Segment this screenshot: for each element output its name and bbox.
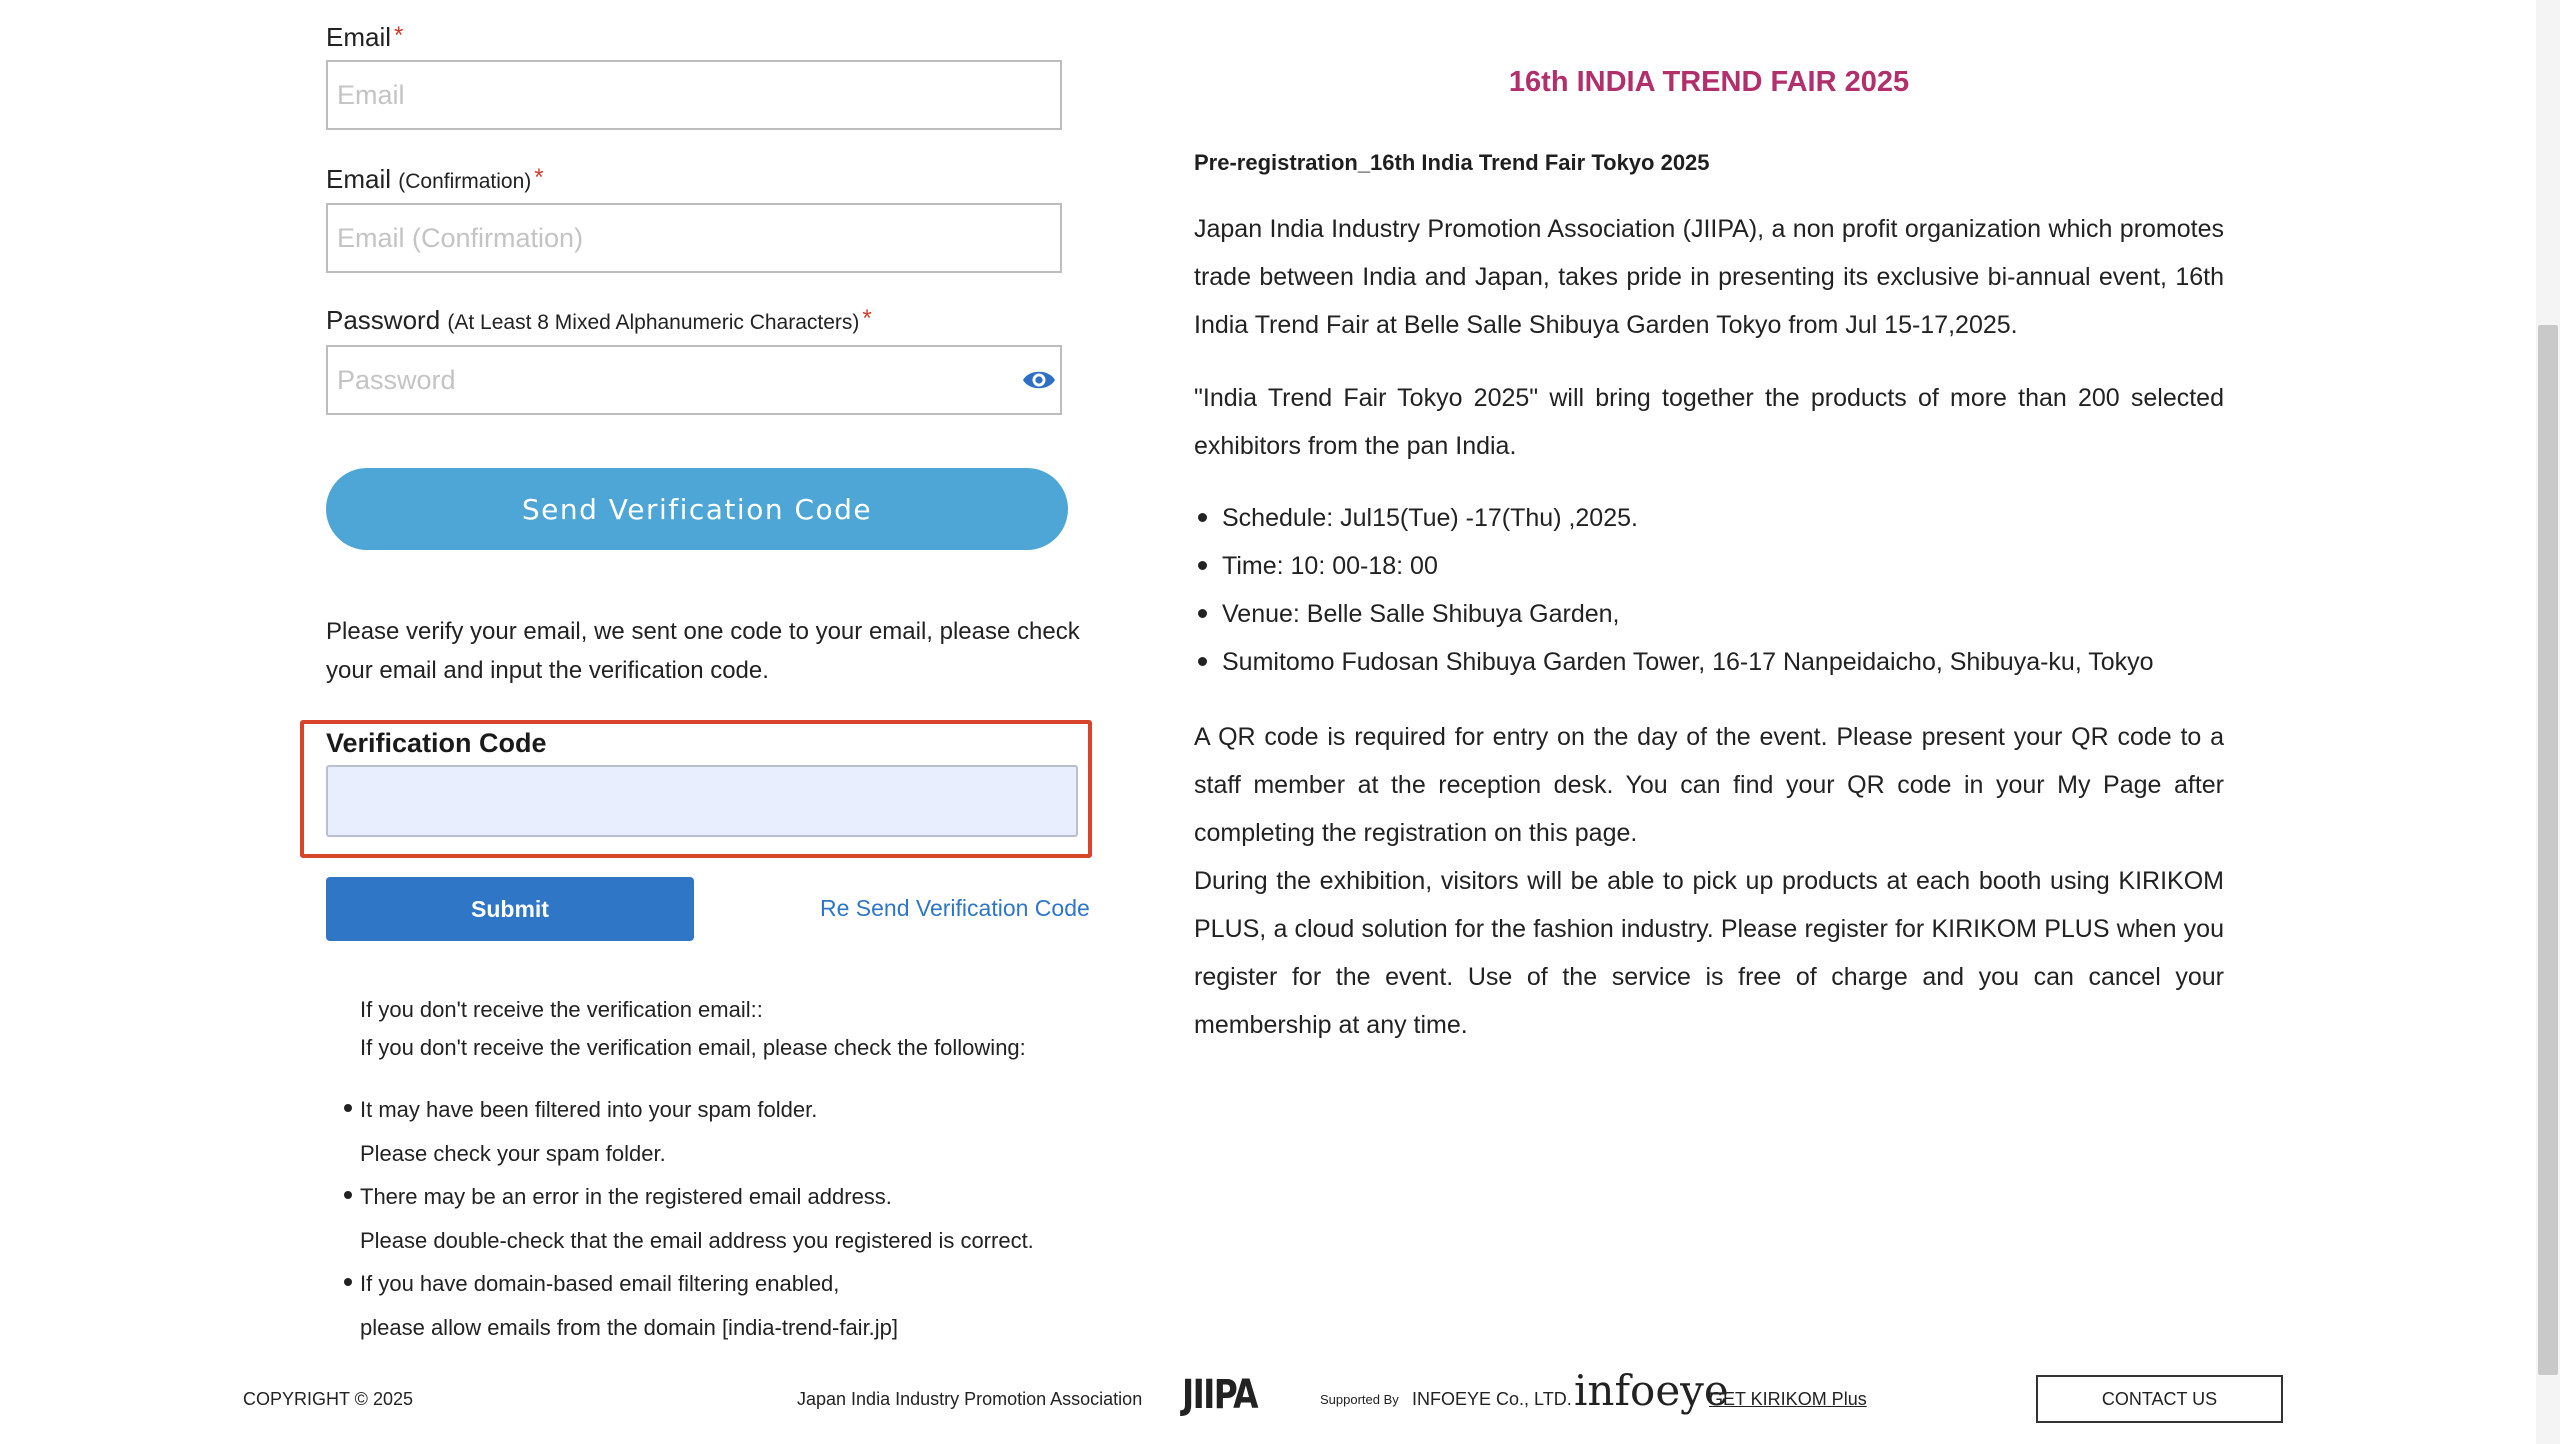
event-paragraph: During the exhibition, visitors will be able to pick up products at each booth using KIRIKOM PLUS, a cloud solution for the fashion industry. Please register for KIRIKOM PLUS when you register for the event. Use of the service is free of charge and you can cancel your membership at any time. (1194, 867, 2224, 1039)
scrollbar-thumb[interactable] (2538, 325, 2558, 1375)
event-detail-item: Time: 10: 00-18: 00 (1222, 552, 1438, 580)
event-paragraph: A QR code is required for entry on the day of the event. Please present your QR code to a staff member at the reception desk. You can find your QR code in your My Page after completing the registration on this page. (1194, 723, 2224, 847)
help-heading: If you don't receive the verification email:: (360, 997, 763, 1022)
help-item-line: Please check your spam folder. (360, 1141, 666, 1166)
event-detail-item: Sumitomo Fudosan Shibuya Garden Tower, 16-17 Nanpeidaicho, Shibuya-ku, Tokyo (1222, 648, 2154, 676)
bullet-dot (1198, 657, 1207, 666)
supported-by-label: Supported By (1320, 1392, 1399, 1407)
verification-code-label: Verification Code (326, 728, 547, 758)
infoeye-company: INFOEYE Co., LTD. (1412, 1389, 1572, 1409)
event-detail-item: Schedule: Jul15(Tue) -17(Thu) ,2025. (1222, 504, 1638, 532)
event-detail-item: Venue: Belle Salle Shibuya Garden, (1222, 600, 1620, 628)
bullet-dot (1198, 609, 1207, 618)
help-item-line: There may be an error in the registered email address. (360, 1184, 892, 1209)
get-kirikom-plus-link[interactable]: GET KIRIKOM Plus (1709, 1389, 1867, 1409)
event-paragraph: "India Trend Fair Tokyo 2025" will bring together the products of more than 200 selected exhibitors from the pan India. (1194, 384, 2224, 460)
bullet-dot (344, 1278, 352, 1286)
copyright: COPYRIGHT © 2025 (243, 1389, 413, 1409)
contact-us-button[interactable]: CONTACT US (2036, 1375, 2283, 1423)
email-field[interactable] (326, 60, 1062, 130)
email-label: Email * (326, 22, 404, 52)
bullet-dot (344, 1191, 352, 1199)
email-confirmation-label: Email (Confirmation) * (326, 164, 544, 194)
infoeye-logo: infoeye (1574, 1366, 1729, 1415)
association-name: Japan India Industry Promotion Association (797, 1389, 1143, 1409)
help-intro: If you don't receive the verification email, please check the following: (360, 1035, 1026, 1060)
event-title: 16th INDIA TREND FAIR 2025 (1508, 66, 1910, 98)
resend-verification-code-link[interactable]: Re Send Verification Code (820, 895, 1090, 921)
help-item-line: If you have domain-based email filtering enabled, (360, 1271, 840, 1296)
password-field[interactable] (326, 345, 1062, 415)
help-item-line: please allow emails from the domain [india-trend-fair.jp] (360, 1315, 899, 1340)
verification-code-input[interactable] (326, 765, 1078, 837)
send-verification-code-button[interactable]: Send Verification Code (326, 468, 1068, 550)
verify-notice: Please verify your email, we sent one code to your email, please check your email and input the verification code. (326, 618, 1080, 684)
bullet-dot (1198, 561, 1207, 570)
help-item-line: Please double-check that the email address you registered is correct. (360, 1228, 1034, 1253)
submit-button[interactable]: Submit (326, 877, 694, 941)
scrollbar[interactable] (2536, 0, 2560, 1444)
event-paragraph: Japan India Industry Promotion Association (JIIPA), a non profit organization which promotes trade between India and Japan, takes pride in presenting its exclusive bi-annual event, 16th India Trend Fair at Belle Salle Shibuya Garden Tokyo from Jul 15-17,2025. (1194, 215, 2224, 339)
eye-icon[interactable] (1022, 367, 1056, 393)
bullet-dot (344, 1104, 352, 1112)
email-confirmation-field[interactable] (326, 203, 1062, 273)
event-subtitle: Pre-registration_16th India Trend Fair Tokyo 2025 (1194, 150, 1710, 175)
jiipa-logo: JIIPA (1182, 1372, 1257, 1418)
help-item-line: It may have been filtered into your spam folder. (360, 1097, 818, 1122)
password-label: Password (At Least 8 Mixed Alphanumeric Characters) * (326, 305, 872, 335)
bullet-dot (1198, 513, 1207, 522)
